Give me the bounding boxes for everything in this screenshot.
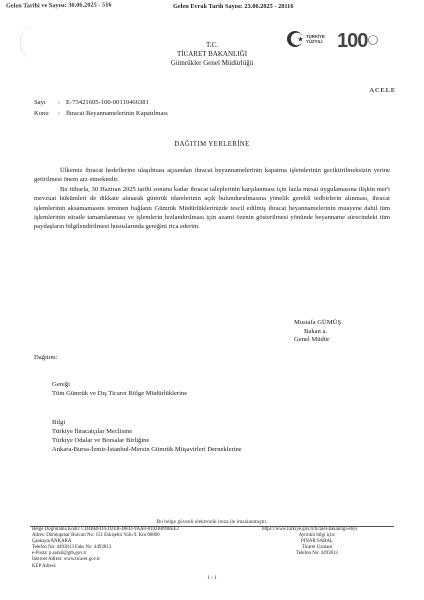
- body-paragraph-2: [34, 185, 390, 232]
- body-paragraph-1: [34, 166, 390, 185]
- centennial-number: 100: [337, 30, 368, 52]
- contact-info-label: Ayrıntılı bilgi için:: [298, 533, 336, 539]
- contact-name: PINAR SARAL: [301, 539, 333, 545]
- distribution-heading: DAĞITIM YERLERİNE: [174, 141, 250, 148]
- verification-code: Belge Doğrulama Kodu: CD4BBFD4-D2EB-48FD-9AA0-8102B8998EE2: [32, 527, 179, 532]
- signatory-deputy: Bakan a.: [304, 327, 328, 335]
- number-label: Sayı: [34, 99, 46, 106]
- header-ministry: TİCARET BAKANLIĞI: [176, 50, 248, 58]
- incoming-stamp-left-text: Gelen Tarihi ve Sayısı: 30.06.2025 - 516: [5, 1, 112, 10]
- footer-kep: KEP Adresi:: [32, 563, 57, 569]
- distribution-label: Dağıtım:: [34, 354, 58, 361]
- footer-phone-fax: Telefon No: 4493813 Faks No: 4493813: [32, 545, 112, 551]
- footer-email: e-Posta: p.sarail@gtb.gov.tr: [32, 551, 87, 557]
- incoming-stamp-right: Gelen Evrak Tarih Sayısı: 23.06.2025 - 28116: [173, 3, 294, 10]
- incoming-stamp-left: [6, 1, 112, 9]
- header-directorate: Gümrükler Genel Müdürlüğü: [170, 59, 254, 67]
- footer-web: İnternet Adresi: www.ticaret.gov.tr: [32, 557, 100, 563]
- signature-block: [294, 319, 384, 345]
- info-recipient-item: Türkiye Odalar ve Borsalar Birliğine: [52, 437, 150, 444]
- verification-url[interactable]: https://www.turkiye.gov.tr/ticaret-bakanligi-ebys: [262, 527, 358, 532]
- subject-label: Konu: [34, 110, 49, 117]
- body-paragraph-1-text: Ülkemiz ihracat hedeflerine ulaşılması açısından ihracat beyannamelerinin kapatma işlemlerinin geciktirilmeksizin yerine getirilmesi önem arz etmektedir.: [34, 167, 390, 184]
- signatory-name: Mustafa GÜMÜŞ: [294, 319, 342, 326]
- turkiye-logo-line2: YÜZYILI: [306, 39, 323, 44]
- centennial-100-logo: [336, 26, 386, 52]
- header-tc: T.C.: [206, 41, 218, 49]
- urgency-label: ACELE: [369, 87, 396, 94]
- body-paragraph-2-text: Bu itibarla, 30 Haziran 2025 tarihi sonuna kadar ihracat taleplerinin karşılanması için fazla mesai uygulamasına ilişkin mer'i mevzuat hükümleri de dikkate alınarak gümrük idarelerinin açık bulundurulmasına yönelik gerekli tedbirlerin alınması, ihracat işlemlerinin aksamamasını teminen bağlantı Gümrük Müdürlüklerinizde tescil edilmiş ihracat beyannamelerinin muayene dahil tüm işlemlerinin süratle tamamlanması ve işlemlerin hızlandırılması için azami özenin gösterilmesi yönünde beyanname sürecindeki tüm paydaşların bilgilendirilmesi hususlarında gereğini rica ederim.: [34, 186, 390, 231]
- turkiye-logo-line1: TÜRKİYE: [306, 34, 325, 39]
- info-recipient-item: Ankara-Bursa-İzmir-İstanbul-Mersin Gümrük Müşavirleri Derneklerine: [52, 446, 242, 453]
- footer-address: Adres: Dumlupınar Bulvarı No: 151 Eskişehir Yolu 9. Km 06800: [32, 533, 160, 539]
- footer-contact-block: [32, 527, 262, 570]
- number-value: E-73421605-100-00110466381: [66, 99, 149, 106]
- footer-info-block: [262, 527, 402, 557]
- action-recipients-value: Tüm Gümrük ve Dış Ticaret Bölge Müdürlüklerine: [52, 390, 188, 397]
- e-signature-note: Bu belge güvenli elektronik imza ile imzalanmıştır.: [156, 519, 268, 525]
- info-recipient-item: Türkiye İhracatçılar Meclisine: [52, 428, 133, 435]
- info-recipients-label: Bilgi: [52, 419, 66, 426]
- subject-value: İhracat Beyannamelerinin Kapatılması: [66, 110, 168, 117]
- contact-title: Ticaret Uzmanı: [301, 545, 333, 551]
- signatory-title: Genel Müdür: [294, 336, 330, 344]
- contact-phone: Telefon No: 4493813: [296, 551, 338, 557]
- footer-city: Çankaya/ANKARA: [32, 539, 72, 545]
- page-number: 1 / 1: [207, 575, 217, 581]
- action-recipients-label: Gereği: [52, 381, 70, 388]
- meta-row-number: Sayı : E-73421605-100-00110466381: [34, 99, 149, 106]
- turkiye-yuzyili-logo: [286, 28, 330, 50]
- meta-row-subject: Konu : İhracat Beyannamelerinin Kapatılması: [34, 110, 168, 117]
